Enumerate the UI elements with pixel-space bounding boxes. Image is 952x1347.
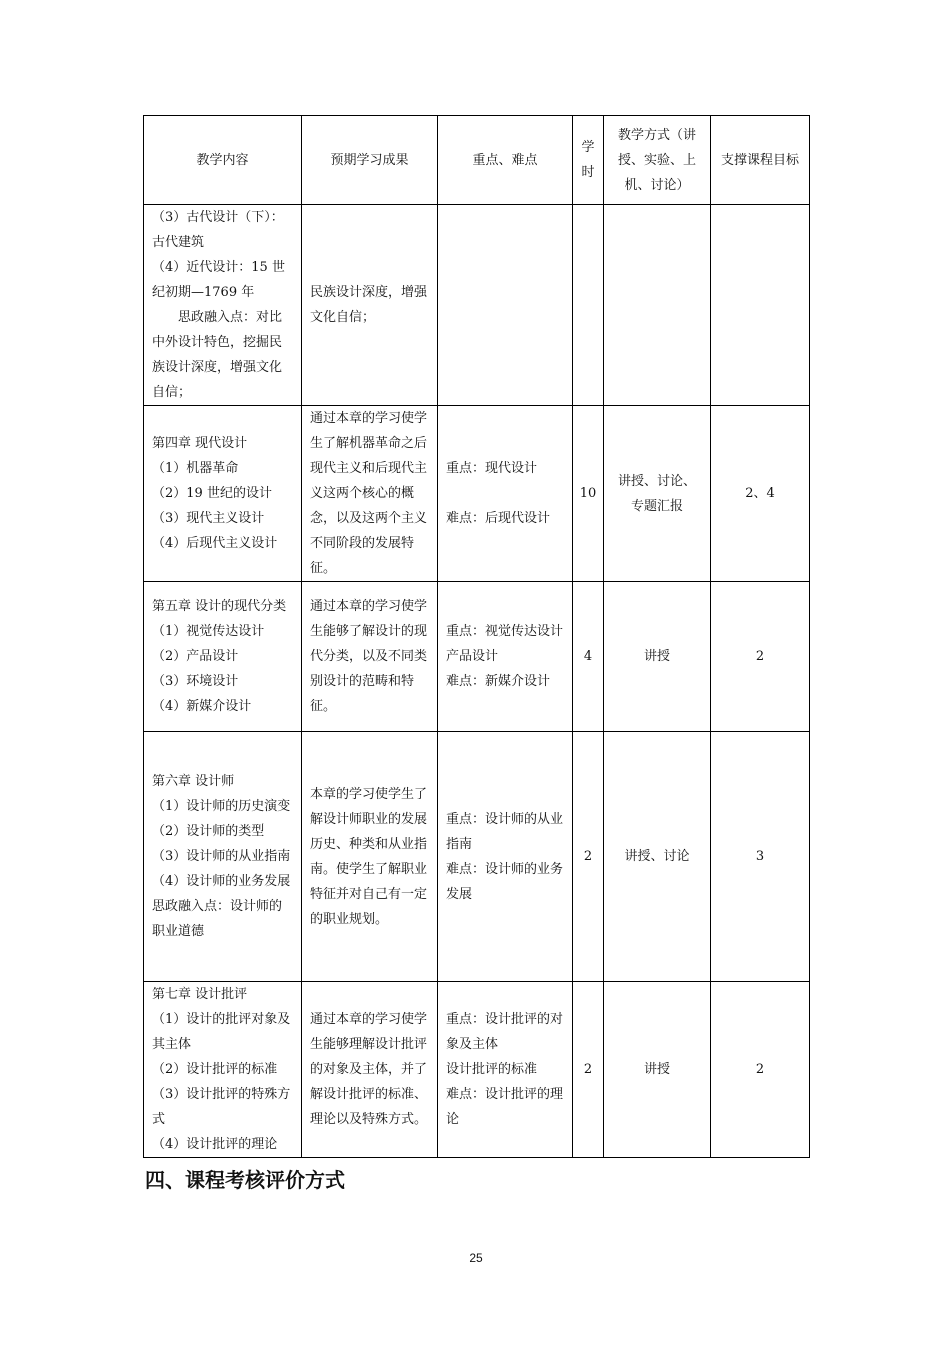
key-point-line: 难点：新媒介设计 — [446, 674, 551, 689]
outcome-text: 通过本章的学习使学生了解机器革命之后现代主义和后现代主义这两个核心的概念，以及这两个主义不同阶段的发展特征。 — [310, 411, 428, 576]
content-cell — [144, 732, 302, 982]
goal-cell: 2 — [711, 582, 810, 732]
header-teaching-content: 教学内容 — [144, 116, 302, 205]
key-point-line: 难点：设计师的业务发展 — [446, 861, 564, 902]
key-points-cell — [438, 205, 573, 406]
content-line: 第六章 设计师 — [152, 774, 235, 789]
content-line: （3）设计批评的特殊方式 — [152, 1087, 291, 1127]
key-point-line: 重点：设计师的从业指南 — [446, 811, 564, 852]
goal-cell — [711, 205, 810, 406]
content-line: （3）设计师的从业指南 — [152, 849, 291, 864]
table-row — [144, 582, 810, 732]
header-expected-outcome: 预期学习成果 — [302, 116, 438, 205]
outcome-cell — [302, 982, 438, 1158]
content-line: （2）设计批评的标准 — [152, 1062, 278, 1077]
content-line: （4）设计师的业务发展 — [152, 874, 291, 889]
method-cell: 讲授 — [604, 982, 711, 1158]
content-line: 第五章 设计的现代分类 — [152, 599, 287, 614]
content-line: （1）机器革命 — [152, 461, 239, 476]
hours-cell: 2 — [573, 732, 604, 982]
goal-cell: 3 — [711, 732, 810, 982]
key-point-line: 重点：现代设计 — [446, 461, 538, 476]
content-line: （3）现代主义设计 — [152, 511, 265, 526]
key-point-line: 产品设计 — [446, 649, 499, 664]
key-points-cell — [438, 406, 573, 582]
outcome-text: 民族设计深度，增强文化自信； — [310, 285, 428, 325]
outcome-cell — [302, 732, 438, 982]
content-cell — [144, 205, 302, 406]
hours-cell — [573, 205, 604, 406]
key-point-line: 设计批评的标准 — [446, 1062, 538, 1077]
content-line: 第四章 现代设计 — [152, 436, 248, 451]
outcome-cell — [302, 406, 438, 582]
key-point-line: 难点：后现代设计 — [446, 511, 551, 526]
hours-cell: 4 — [573, 582, 604, 732]
key-point-line: 难点：设计批评的理论 — [446, 1087, 564, 1127]
course-content-table — [143, 115, 810, 1158]
hours-cell: 10 — [573, 406, 604, 582]
method-cell: 讲授、讨论、专题汇报 — [604, 406, 711, 582]
table-row — [144, 732, 810, 982]
goal-cell: 2 — [711, 982, 810, 1158]
key-point-line — [446, 481, 564, 506]
method-cell — [604, 205, 711, 406]
header-hours: 学时 — [573, 116, 604, 205]
key-point-line: 重点：设计批评的对象及主体 — [446, 1012, 564, 1052]
content-line: （4）后现代主义设计 — [152, 536, 278, 551]
method-cell: 讲授、讨论 — [604, 732, 711, 982]
header-course-goal: 支撑课程目标 — [711, 116, 810, 205]
key-point-line: 重点：视觉传达设计 — [446, 624, 564, 639]
outcome-text: 本章的学习使学生了解设计师职业的发展历史、种类和从业指南。使学生了解职业特征并对自己有一定的职业规划。 — [310, 786, 428, 927]
outcome-cell — [302, 582, 438, 732]
page-number: 25 — [469, 1251, 483, 1265]
content-line: （3）古代设计（下）：古代建筑 — [152, 210, 284, 250]
content-line: （1）设计师的历史演变 — [152, 799, 291, 814]
content-line: （1）视觉传达设计 — [152, 624, 265, 639]
header-teaching-method: 教学方式（讲授、实验、上机、讨论） — [604, 116, 711, 205]
content-line: （1）设计的批评对象及其主体 — [152, 1012, 291, 1052]
table-row — [144, 982, 810, 1158]
content-line: （3）环境设计 — [152, 674, 239, 689]
table-header-row — [144, 116, 810, 205]
content-line: （2）19 世纪的设计 — [152, 486, 272, 501]
content-cell — [144, 582, 302, 732]
key-points-cell — [438, 582, 573, 732]
table-row — [144, 406, 810, 582]
outcome-text: 通过本章的学习使学生能够了解设计的现代分类，以及不同类别设计的范畴和特征。 — [310, 599, 428, 714]
header-key-points: 重点、难点 — [438, 116, 573, 205]
content-line: 思政融入点：对比中外设计特色，挖掘民族设计深度，增强文化自信； — [152, 310, 283, 400]
outcome-cell — [302, 205, 438, 406]
section-heading: 四、课程考核评价方式 — [145, 1168, 345, 1192]
hours-cell: 2 — [573, 982, 604, 1158]
content-cell — [144, 982, 302, 1158]
method-cell: 讲授 — [604, 582, 711, 732]
content-line: （4）设计批评的理论 — [152, 1137, 278, 1152]
content-line: （4）新媒介设计 — [152, 699, 252, 714]
content-line: （4）近代设计：15 世纪初期—1769 年 — [152, 260, 285, 300]
content-line: （2）设计师的类型 — [152, 824, 265, 839]
goal-cell: 2、4 — [711, 406, 810, 582]
key-points-cell — [438, 732, 573, 982]
content-cell — [144, 406, 302, 582]
content-line: （2）产品设计 — [152, 649, 239, 664]
table-row — [144, 205, 810, 406]
content-line: 第七章 设计批评 — [152, 987, 248, 1002]
content-line: 思政融入点：设计师的职业道德 — [152, 899, 283, 939]
key-points-cell — [438, 982, 573, 1158]
outcome-text: 通过本章的学习使学生能够理解设计批评的对象及主体，并了解设计批评的标准、理论以及特殊方式。 — [310, 1012, 428, 1127]
